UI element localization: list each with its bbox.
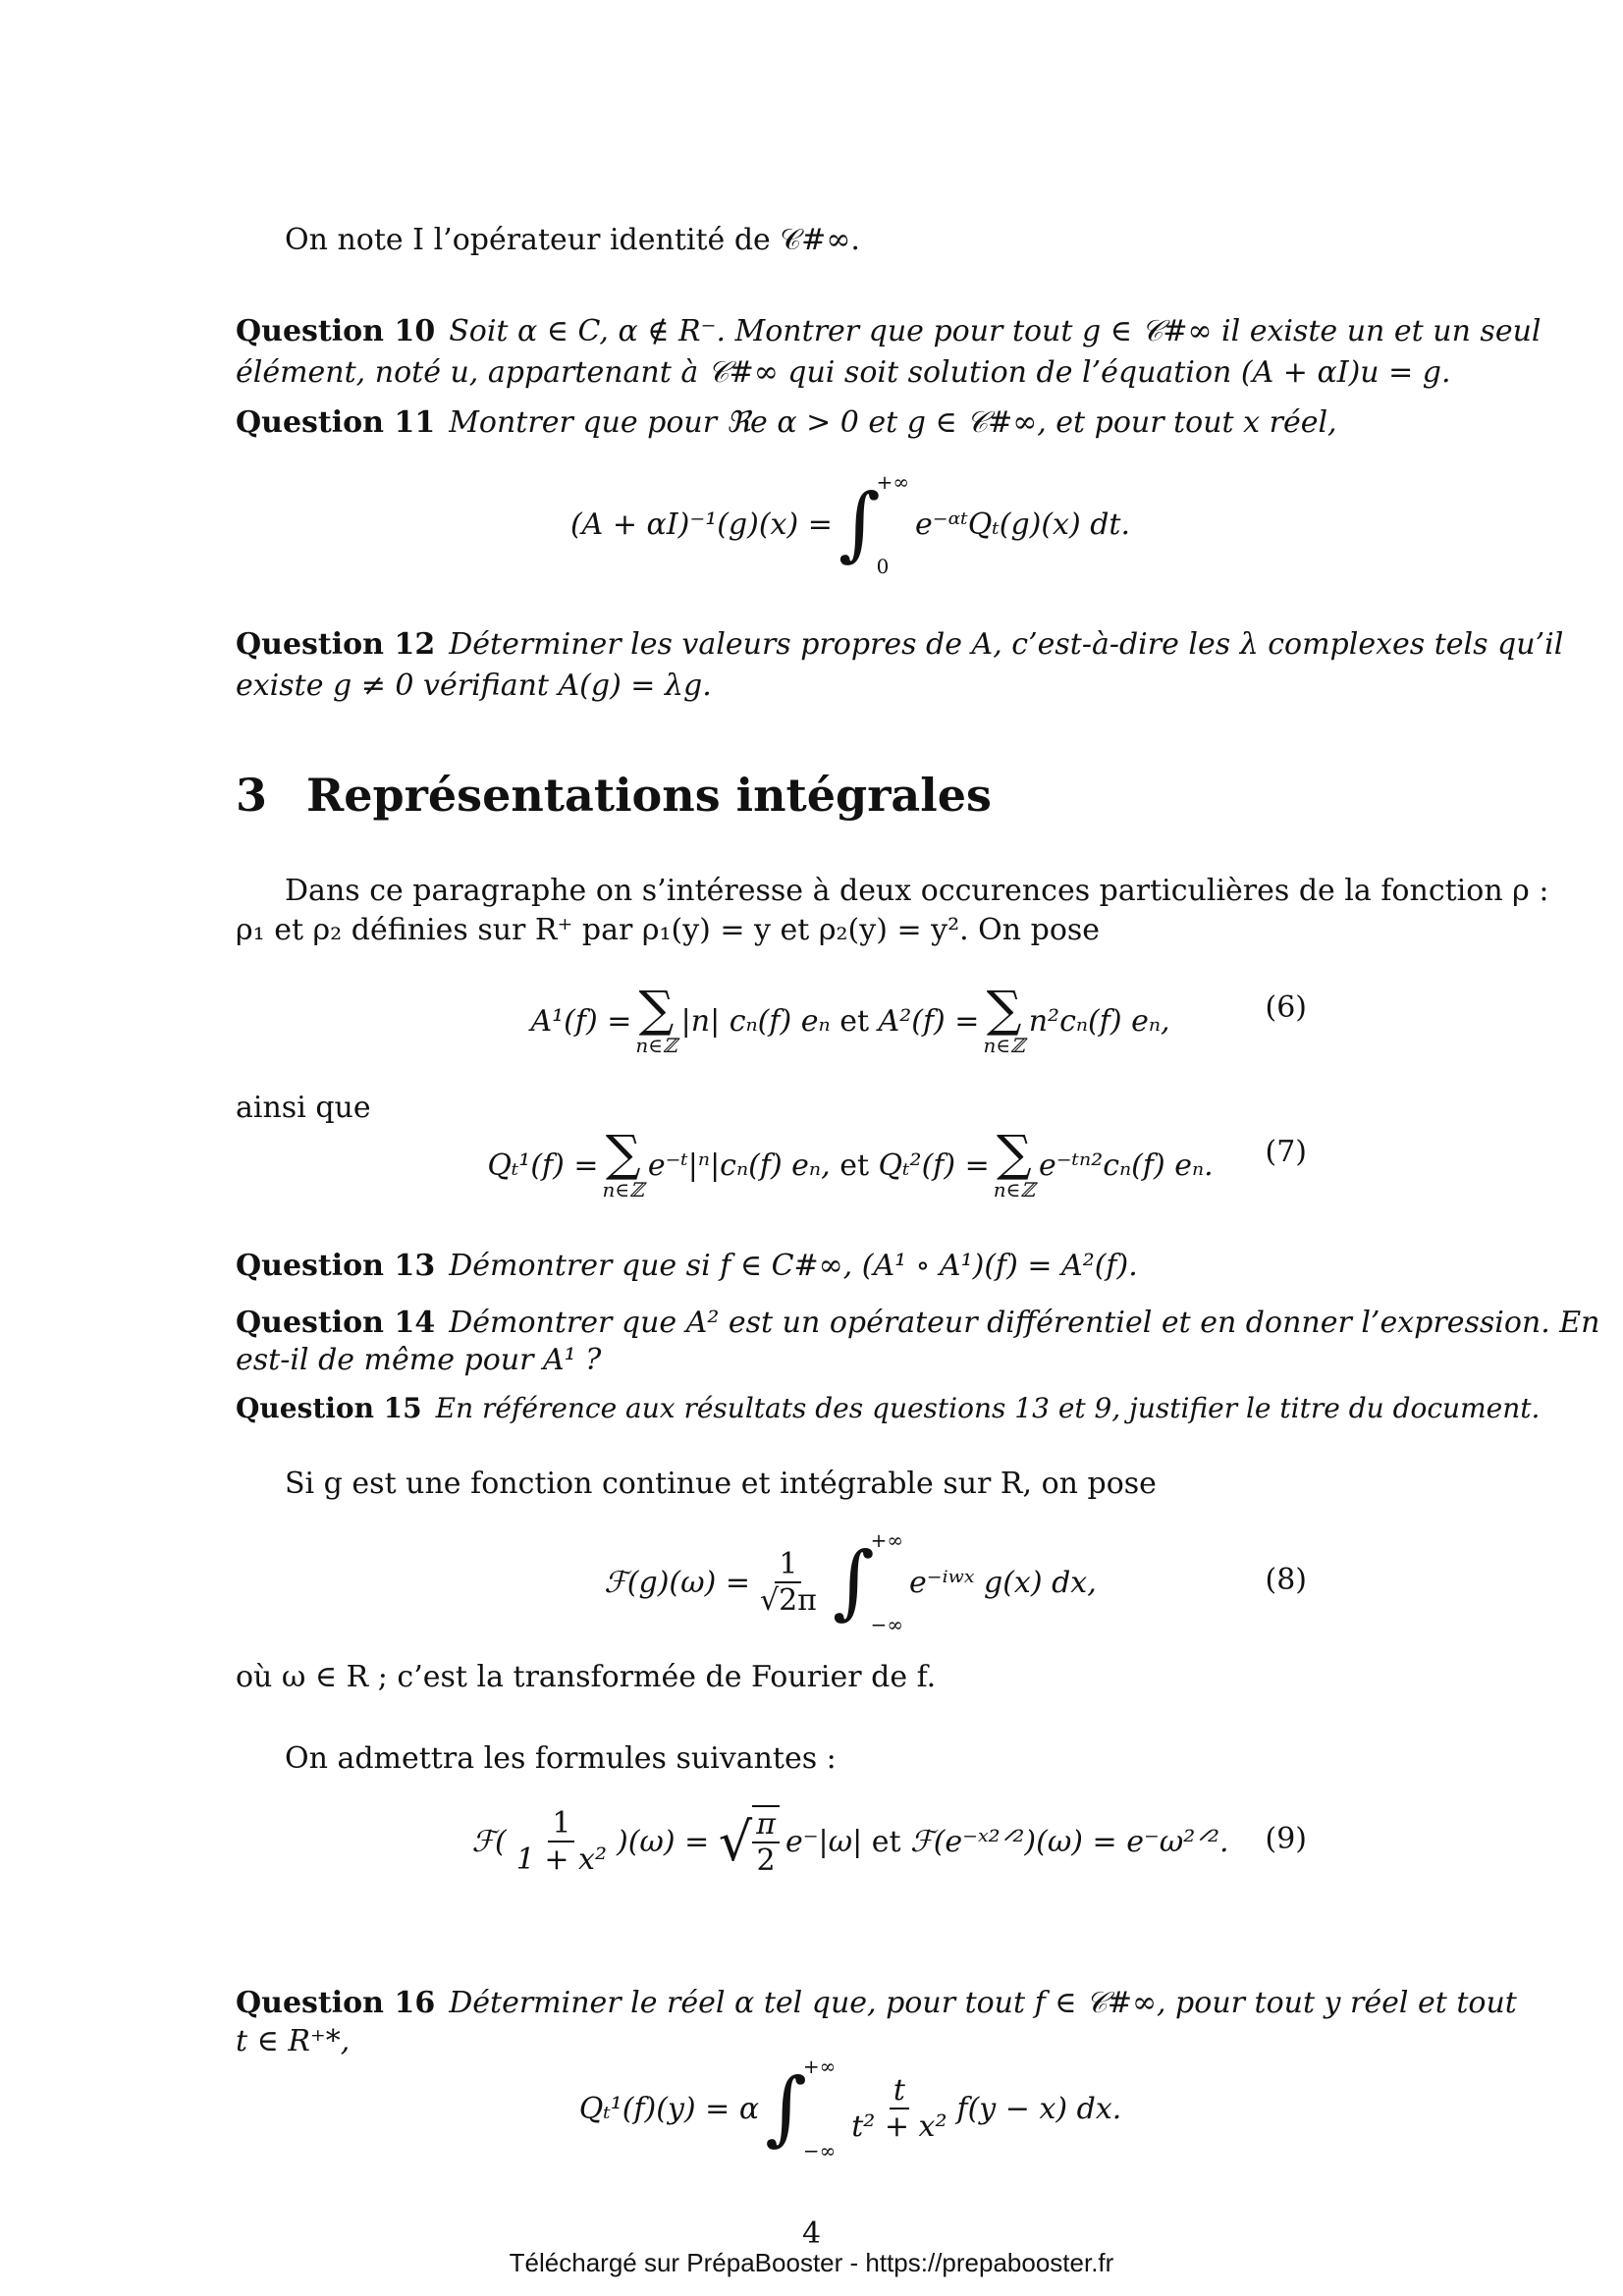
fraction (847, 2073, 950, 2144)
sum-index: n∈ℤ (993, 1178, 1036, 1201)
section-number: 3 (236, 769, 268, 822)
eq-part: A²(f) = (878, 1003, 980, 1039)
eq-rhs: f(y − x) dx. (956, 2091, 1122, 2126)
numerator: π (752, 1807, 780, 1843)
denominator: √2π (759, 1583, 817, 1618)
question-12 (236, 625, 1564, 665)
denominator: t² + x² (851, 2109, 947, 2144)
question-label: Question 14 (236, 1306, 436, 1340)
eq-lhs: ℱ(g)(ω) = (604, 1565, 750, 1600)
question-text: Déterminer le réel α tel que, pour tout f ∈ 𝒞#∞, pour tout y réel et tout (449, 1986, 1517, 2020)
question-13 (236, 1247, 1465, 1286)
eq-part: A¹(f) = (530, 1003, 632, 1039)
eq-rhs: e⁻ᵅᵗQₜ(g)(x) dt. (915, 507, 1131, 542)
eq-lhs: (A + αI)⁻¹(g)(x) = (569, 507, 833, 542)
paragraph-line: ρ₁ et ρ₂ définies sur R⁺ par ρ₁(y) = y et ρ₂(y) = y². On pose (236, 913, 1101, 947)
footer-download-link[interactable]: Téléchargé sur PrépaBooster - https://prepabooster.fr (509, 2248, 1114, 2277)
eq-part: Qₜ²(f) = (878, 1148, 990, 1183)
equation-7 (236, 1121, 1465, 1209)
section-title: Représentations intégrales (306, 769, 992, 822)
question-label: Question 10 (236, 314, 436, 348)
fraction (513, 1806, 611, 1877)
equation-number: (9) (1265, 1822, 1307, 1856)
question-text: Montrer que pour ℜe α > 0 et g ∈ 𝒞#∞, et pour tout x réel, (449, 405, 1337, 440)
fraction (752, 1805, 780, 1878)
eq-part: e⁻ᵗⁿ²cₙ(f) eₙ. (1039, 1148, 1214, 1183)
paragraph-line: Si g est une fonction continue et intégrable sur R, on pose (285, 1467, 1157, 1501)
question-16 (236, 1984, 1517, 2023)
equation-6 (236, 977, 1465, 1065)
sum-symbol: ∑ n∈ℤ (635, 981, 677, 1057)
question-text: Démontrer que si f ∈ C#∞, (A¹ ∘ A¹)(f) = A²(f). (449, 1249, 1138, 1283)
question-text: Déterminer les valeurs propres de A, c’est-à-dire les λ complexes tels qu’il (449, 627, 1564, 662)
equation-9 (236, 1794, 1465, 1889)
fraction (756, 1547, 821, 1618)
eq-part: et (839, 1003, 869, 1039)
paragraph-line: On admettra les formules suivantes : (285, 1741, 837, 1776)
sum-index: n∈ℤ (635, 1034, 677, 1057)
numerator: t (890, 2073, 909, 2109)
lower-limit: −∞ (802, 2139, 837, 2163)
eq-part: ℱ(e⁻ˣ²ᐟ²)(ω) = e⁻ω²ᐟ². (910, 1824, 1229, 1859)
question-label: Question 15 (236, 1392, 422, 1424)
sqrt-sign: √ (718, 1810, 753, 1873)
question-11 (236, 403, 1465, 443)
eq-lhs: Qₜ¹(f)(y) = α (578, 2091, 760, 2126)
integral: ∫ +∞ −∞ (832, 1528, 904, 1636)
question-12-line2: existe g ≠ 0 vérifiant A(g) = λg. (236, 668, 712, 703)
sum-index: n∈ℤ (602, 1178, 644, 1201)
eq-part: Qₜ¹(f) = (487, 1148, 599, 1183)
sum-symbol: ∑ n∈ℤ (993, 1125, 1036, 1201)
denominator: 1 + x² (515, 1842, 607, 1877)
integral: ∫ +∞ 0 (838, 470, 909, 578)
ainsi-que: ainsi que (236, 1091, 371, 1125)
question-text: En référence aux résultats des questions 13 et 9, justifier le titre du document. (435, 1392, 1541, 1424)
eq-part: n²cₙ(f) eₙ, (1028, 1003, 1170, 1039)
eq-part: ℱ( (471, 1824, 507, 1859)
eq-part: et (839, 1148, 869, 1183)
lower-limit: −∞ (870, 1613, 904, 1636)
numerator: 1 (775, 1547, 801, 1583)
eq-part: )(ω) = (617, 1824, 710, 1859)
question-10 (236, 312, 1542, 351)
question-label: Question 11 (236, 405, 436, 440)
section-heading (236, 769, 992, 822)
question-16-line2: t ∈ R⁺*, (236, 2024, 351, 2058)
question-label: Question 16 (236, 1986, 436, 2020)
integral: ∫ +∞ −∞ (765, 2055, 837, 2163)
equation-number: (7) (1265, 1135, 1307, 1169)
question-label: Question 13 (236, 1249, 436, 1283)
question-text: Soit α ∈ C, α ∉ R⁻. Montrer que pour tout g ∈ 𝒞#∞ il existe un et un seul (449, 314, 1542, 348)
paragraph-line: Dans ce paragraphe on s’intéresse à deux occurences particulières de la fonction ρ : (285, 874, 1549, 908)
question-text: Démontrer que A² est un opérateur différentiel et en donner l’expression. En (449, 1306, 1600, 1340)
question-14 (236, 1304, 1600, 1343)
equation-q16 (236, 2054, 1465, 2163)
denominator: 2 (756, 1843, 776, 1878)
eq-rhs: e⁻ⁱʷˣ g(x) dx, (909, 1565, 1097, 1600)
page-number: 4 (801, 2216, 822, 2251)
upper-limit: +∞ (802, 2055, 837, 2078)
sum-symbol: ∑ n∈ℤ (983, 981, 1025, 1057)
upper-limit: +∞ (870, 1528, 904, 1552)
intro-text: On note I l’opérateur identité de 𝒞#∞. (285, 223, 860, 257)
sum-symbol: ∑ n∈ℤ (602, 1125, 644, 1201)
eq-part: et (871, 1824, 901, 1859)
question-label: Question 12 (236, 627, 436, 662)
equation-8 (236, 1527, 1465, 1637)
numerator: 1 (548, 1806, 574, 1842)
paragraph-line: où ω ∈ R ; c’est la transformée de Fourier de f. (236, 1660, 937, 1694)
eq-part: |n| cₙ(f) eₙ (680, 1003, 831, 1039)
sum-index: n∈ℤ (983, 1034, 1025, 1057)
eq-part: e⁻|ω| (784, 1824, 863, 1859)
eq-part: e⁻ᵗ|ⁿ|cₙ(f) eₙ, (647, 1148, 831, 1183)
lower-limit: 0 (876, 555, 890, 578)
equation-number: (8) (1265, 1563, 1307, 1597)
equation-q11 (236, 469, 1465, 579)
question-14-line2: est-il de même pour A¹ ? (236, 1343, 602, 1377)
question-15 (236, 1389, 1541, 1428)
upper-limit: +∞ (876, 470, 909, 494)
equation-number: (6) (1265, 990, 1307, 1025)
question-10-line2: élément, noté u, appartenant à 𝒞#∞ qui soit solution de l’équation (A + αI)u = g. (236, 355, 1451, 390)
